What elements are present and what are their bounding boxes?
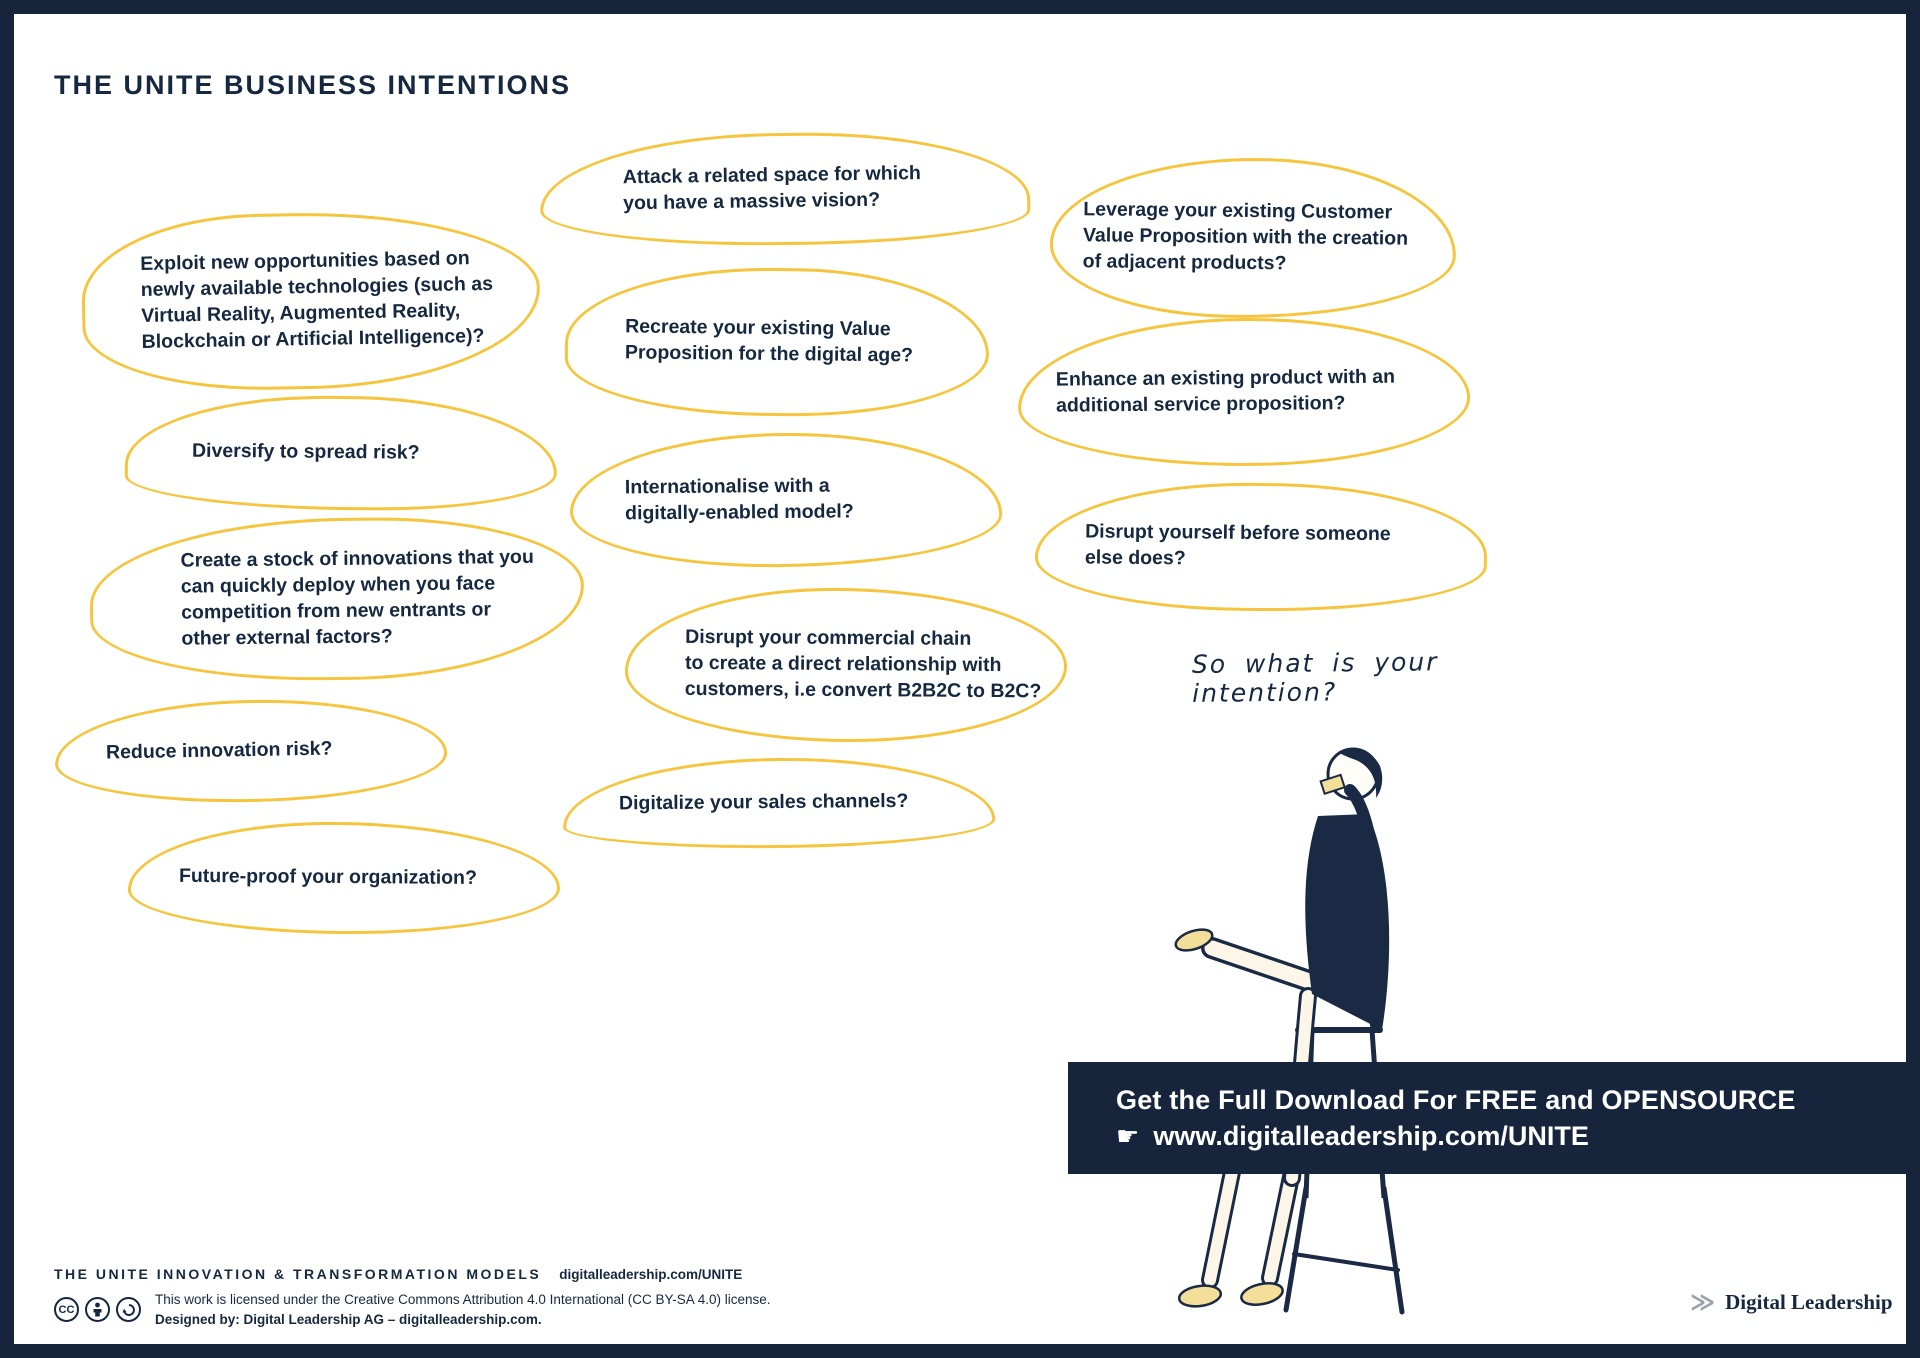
brand-name: Digital Leadership: [1725, 1290, 1893, 1314]
bubble-text: Future-proof your organization?: [178, 864, 477, 889]
bubble-text: Diversify to spread risk?: [191, 439, 420, 464]
attribution-icon: [85, 1297, 110, 1322]
bubble-text: Digitalize your sales channels?: [618, 789, 909, 815]
designed-by-text: Designed by: Digital Leadership AG – digitalleadership.com.: [155, 1311, 542, 1327]
license-text: This work is licensed under the Creative Commons Attribution 4.0 International (CC BY-SA 4.0) license.: [155, 1292, 771, 1307]
bubble-text: Create a stock of innovations that you can quickly deploy when you face competition from new entrants or other external factors?: [180, 546, 534, 650]
bubble-text: Disrupt yourself before someone else does?: [1084, 520, 1391, 570]
bubble-text: Internationalise with a digitally-enabled model?: [624, 474, 854, 525]
footer-left: [54, 1266, 771, 1329]
brand-logo: [1690, 1290, 1893, 1315]
bubble-text: Disrupt your commercial chain to create a direct relationship with customers, i.e convert B2B2C to B2C?: [684, 625, 1042, 703]
download-banner: [1068, 1062, 1906, 1174]
share-alike-icon: [116, 1297, 141, 1322]
banner-headline: Get the Full Download For FREE and OPENSOURCE: [1116, 1084, 1796, 1115]
footer-models-title: THE UNITE INNOVATION & TRANSFORMATION MODELS: [54, 1266, 542, 1282]
license-icons: [54, 1290, 141, 1329]
bubble-text: Leverage your existing Customer Value Proposition with the creation of adjacent products?: [1082, 198, 1409, 275]
bubble-text: Recreate your existing Value Proposition for the digital age?: [624, 315, 914, 367]
chevron-logo-icon: ≫: [1690, 1288, 1716, 1316]
pointing-hand-icon: ☛: [1116, 1121, 1140, 1151]
handwritten-question: So what is your intention?: [1191, 647, 1439, 708]
banner-url-link[interactable]: www.digitalleadership.com/UNITE: [1153, 1120, 1589, 1151]
thinking-person-illustration: [1160, 698, 1410, 1328]
bubble-text: Exploit new opportunities based on newly available technologies (such as Virtual Reality, Augmented Reality, Blockchain or Artificial Intelligence)?: [140, 247, 494, 353]
page-title: THE UNITE BUSINESS INTENTIONS: [54, 70, 572, 100]
bubble-text: Enhance an existing product with an additional service proposition?: [1055, 365, 1396, 417]
cc-icon: CC: [54, 1297, 79, 1322]
footer-models-link[interactable]: digitalleadership.com/UNITE: [559, 1267, 743, 1282]
bubble-text: Attack a related space for which you have a massive vision?: [622, 162, 921, 215]
bubble-text: Reduce innovation risk?: [105, 737, 333, 764]
